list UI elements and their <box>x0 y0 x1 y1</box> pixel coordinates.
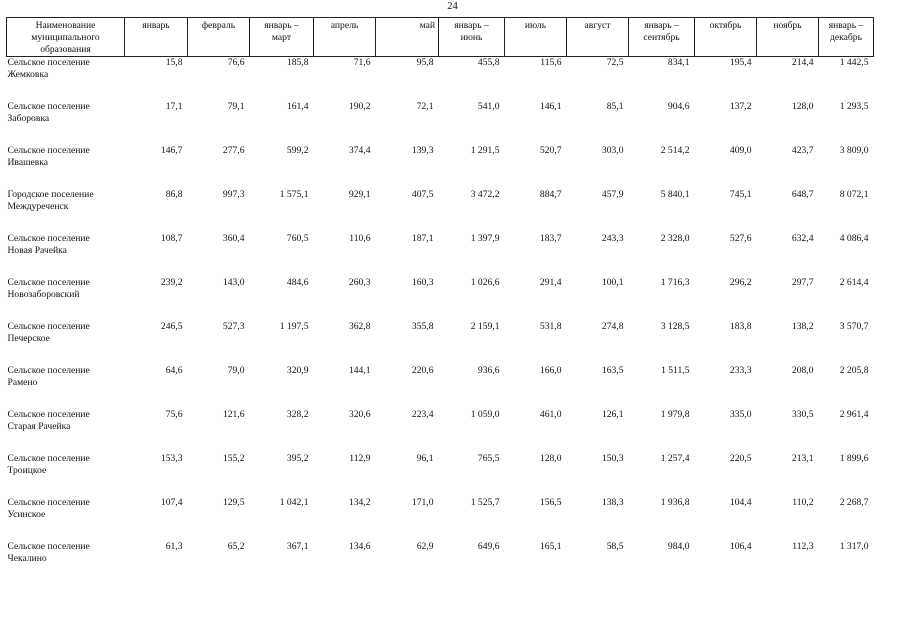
municipality-name-line: Чекалино <box>7 552 47 564</box>
value-cell: 407,5 <box>411 188 434 200</box>
value-cell: 455,8 <box>477 57 500 68</box>
value-cell: 183,8 <box>729 320 752 332</box>
municipality-name-line: Сельское поселение <box>7 364 90 376</box>
value-cell: 128,0 <box>791 100 814 112</box>
municipality-name-cell <box>7 497 125 541</box>
municipality-name-line: Сельское поселение <box>7 320 90 332</box>
value-cell: 461,0 <box>539 408 562 420</box>
municipality-name-cell <box>7 57 125 101</box>
value-cell: 79,1 <box>227 100 245 112</box>
value-cell: 297,7 <box>791 276 814 288</box>
table-row <box>7 409 874 453</box>
table-row <box>7 145 874 189</box>
value-cell: 320,6 <box>348 408 371 420</box>
value-cell: 648,7 <box>791 188 814 200</box>
column-header <box>567 18 629 57</box>
value-cell: 185,8 <box>286 57 309 68</box>
value-cell: 929,1 <box>348 188 371 200</box>
column-header-line: май <box>419 20 435 31</box>
value-cell: 160,3 <box>411 276 434 288</box>
column-header-line: июль <box>524 20 547 31</box>
municipality-name-cell <box>7 321 125 365</box>
value-cell: 108,7 <box>160 232 183 244</box>
value-cell: 409,0 <box>729 144 752 156</box>
value-cell: 17,1 <box>165 100 183 112</box>
value-cell: 457,9 <box>601 188 624 200</box>
municipality-name-cell <box>7 101 125 145</box>
column-header <box>188 18 250 57</box>
value-cell: 72,5 <box>606 57 624 68</box>
column-header-line: март <box>271 32 292 43</box>
column-header-line: апрель <box>330 20 359 31</box>
column-header-line: февраль <box>201 20 236 31</box>
value-cell: 296,2 <box>729 276 752 288</box>
municipality-name-cell <box>7 541 125 585</box>
value-cell: 121,6 <box>222 408 245 420</box>
municipality-name-line: Печерское <box>7 332 50 344</box>
value-cell: 1 936,8 <box>660 496 690 508</box>
value-cell: 367,1 <box>286 540 309 552</box>
value-cell: 126,1 <box>601 408 624 420</box>
value-cell: 303,0 <box>601 144 624 156</box>
municipality-name-line: Междуреченск <box>7 200 69 212</box>
value-cell: 2 514,2 <box>660 144 690 156</box>
value-cell: 2 614,4 <box>839 276 869 288</box>
value-cell: 233,3 <box>729 364 752 376</box>
value-cell: 1 442,5 <box>839 57 869 68</box>
value-cell: 144,1 <box>348 364 371 376</box>
table-header-row <box>7 18 874 57</box>
municipality-name-cell <box>7 453 125 497</box>
value-cell: 243,3 <box>601 232 624 244</box>
value-cell: 64,6 <box>165 364 183 376</box>
value-cell: 423,7 <box>791 144 814 156</box>
value-cell: 138,3 <box>601 496 624 508</box>
column-header-line: январь – <box>454 20 489 31</box>
table-row <box>7 57 874 101</box>
value-cell: 1 979,8 <box>660 408 690 420</box>
value-cell: 86,8 <box>165 188 183 200</box>
value-cell: 355,8 <box>411 320 434 332</box>
value-cell: 320,9 <box>286 364 309 376</box>
page-number: 24 <box>447 1 458 12</box>
value-cell: 107,4 <box>160 496 183 508</box>
value-cell: 61,3 <box>165 540 183 552</box>
column-header-line: январь – <box>828 20 864 31</box>
value-cell: 760,5 <box>286 232 309 244</box>
value-cell: 223,4 <box>411 408 434 420</box>
column-header <box>695 18 757 57</box>
column-header-line: октябрь <box>709 20 742 31</box>
municipality-name-line: Новая Рачейка <box>7 244 67 256</box>
value-cell: 1 026,6 <box>470 276 500 288</box>
municipality-name-line: Ивашевка <box>7 156 49 168</box>
value-cell: 128,0 <box>539 452 562 464</box>
municipality-name-line: Новозаборовский <box>7 288 80 300</box>
value-cell: 150,3 <box>601 452 624 464</box>
table-row <box>7 233 874 277</box>
value-cell: 360,4 <box>222 232 245 244</box>
column-header <box>314 18 376 57</box>
value-cell: 72,1 <box>416 100 434 112</box>
municipality-name-line: Сельское поселение <box>7 144 90 156</box>
value-cell: 79,0 <box>227 364 245 376</box>
value-cell: 936,6 <box>477 364 500 376</box>
municipality-name-cell <box>7 189 125 233</box>
value-cell: 745,1 <box>729 188 752 200</box>
value-cell: 100,1 <box>601 276 624 288</box>
value-cell: 96,1 <box>416 452 434 464</box>
column-header <box>376 18 439 57</box>
municipality-name-line: Сельское поселение <box>7 496 90 508</box>
value-cell: 115,6 <box>540 57 562 68</box>
value-cell: 112,3 <box>792 540 814 552</box>
value-cell: 187,1 <box>411 232 434 244</box>
value-cell: 1 397,9 <box>470 232 500 244</box>
municipality-name-line: Городское поселение <box>7 188 94 200</box>
municipality-name-cell <box>7 277 125 321</box>
value-cell: 2 268,7 <box>839 496 869 508</box>
municipality-name-line: Рамено <box>7 376 38 388</box>
value-cell: 277,6 <box>222 144 245 156</box>
value-cell: 208,0 <box>791 364 814 376</box>
table-row <box>7 453 874 497</box>
value-cell: 1 899,6 <box>839 452 869 464</box>
value-cell: 166,0 <box>539 364 562 376</box>
value-cell: 2 159,1 <box>470 320 500 332</box>
value-cell: 3 809,0 <box>839 144 869 156</box>
value-cell: 71,6 <box>353 57 371 68</box>
municipality-name-line: Заборовка <box>7 112 50 124</box>
value-cell: 1 511,5 <box>661 364 690 376</box>
municipality-name-line: Старая Рачейка <box>7 420 71 432</box>
table-row <box>7 321 874 365</box>
municipality-name-line: Сельское поселение <box>7 276 90 288</box>
value-cell: 1 317,0 <box>839 540 869 552</box>
column-header-name <box>7 18 125 57</box>
value-cell: 1 575,1 <box>279 188 309 200</box>
value-cell: 335,0 <box>729 408 752 420</box>
value-cell: 112,9 <box>349 452 371 464</box>
municipality-name-line: Троицкое <box>7 464 47 476</box>
value-cell: 527,3 <box>222 320 245 332</box>
value-cell: 214,4 <box>791 57 814 68</box>
value-cell: 274,8 <box>601 320 624 332</box>
value-cell: 15,8 <box>165 57 183 68</box>
column-header-line: ноябрь <box>773 20 802 31</box>
column-header-line: январь <box>142 20 170 31</box>
value-cell: 1 716,3 <box>660 276 690 288</box>
value-cell: 1 197,5 <box>279 320 309 332</box>
column-header <box>819 18 874 57</box>
value-cell: 139,3 <box>411 144 434 156</box>
column-header-line: декабрь <box>830 32 862 43</box>
value-cell: 260,3 <box>348 276 371 288</box>
column-header-line: август <box>584 20 611 31</box>
value-cell: 520,7 <box>539 144 562 156</box>
municipality-name-cell <box>7 233 125 277</box>
column-header <box>439 18 505 57</box>
data-table <box>6 17 874 585</box>
municipality-name-line: Сельское поселение <box>7 100 90 112</box>
value-cell: 161,4 <box>286 100 309 112</box>
value-cell: 110,2 <box>792 496 814 508</box>
value-cell: 76,6 <box>227 57 245 68</box>
value-cell: 239,2 <box>160 276 183 288</box>
value-cell: 997,3 <box>222 188 245 200</box>
value-cell: 143,0 <box>222 276 245 288</box>
value-cell: 362,8 <box>348 320 371 332</box>
value-cell: 62,9 <box>416 540 434 552</box>
value-cell: 8 072,1 <box>839 188 869 200</box>
municipality-name-line: Сельское поселение <box>7 408 90 420</box>
value-cell: 484,6 <box>286 276 309 288</box>
value-cell: 541,0 <box>477 100 500 112</box>
value-cell: 328,2 <box>286 408 309 420</box>
value-cell: 765,5 <box>477 452 500 464</box>
table-row <box>7 541 874 585</box>
municipality-name-line: Усинское <box>7 508 46 520</box>
value-cell: 884,7 <box>539 188 562 200</box>
value-cell: 3 570,7 <box>839 320 869 332</box>
municipality-name-line: Жемковка <box>7 69 49 80</box>
value-cell: 1 042,1 <box>279 496 309 508</box>
table-row <box>7 497 874 541</box>
value-cell: 134,2 <box>348 496 371 508</box>
value-cell: 134,6 <box>348 540 371 552</box>
column-header <box>629 18 695 57</box>
value-cell: 531,8 <box>539 320 562 332</box>
column-header <box>250 18 314 57</box>
column-header <box>757 18 819 57</box>
value-cell: 246,5 <box>160 320 183 332</box>
value-cell: 330,5 <box>791 408 814 420</box>
value-cell: 213,1 <box>791 452 814 464</box>
value-cell: 85,1 <box>606 100 624 112</box>
value-cell: 527,6 <box>729 232 752 244</box>
table-row <box>7 277 874 321</box>
municipality-name-cell <box>7 145 125 189</box>
value-cell: 649,6 <box>477 540 500 552</box>
municipality-name-line: Сельское поселение <box>7 57 90 68</box>
value-cell: 1 257,4 <box>660 452 690 464</box>
municipality-name-line: Сельское поселение <box>7 232 90 244</box>
value-cell: 58,5 <box>606 540 624 552</box>
column-header-name-line: муниципального <box>31 32 100 43</box>
table-body <box>7 57 874 585</box>
value-cell: 599,2 <box>286 144 309 156</box>
column-header-name-line: Наименование <box>35 20 96 31</box>
municipality-name-line: Сельское поселение <box>7 540 90 552</box>
value-cell: 374,4 <box>348 144 371 156</box>
value-cell: 65,2 <box>227 540 245 552</box>
value-cell: 291,4 <box>539 276 562 288</box>
table-row <box>7 101 874 145</box>
value-cell: 106,4 <box>729 540 752 552</box>
value-cell: 984,0 <box>667 540 690 552</box>
value-cell: 163,5 <box>601 364 624 376</box>
value-cell: 146,7 <box>160 144 183 156</box>
value-cell: 1 293,5 <box>839 100 869 112</box>
value-cell: 632,4 <box>791 232 814 244</box>
value-cell: 2 961,4 <box>839 408 869 420</box>
value-cell: 171,0 <box>411 496 434 508</box>
value-cell: 153,3 <box>160 452 183 464</box>
value-cell: 3 128,5 <box>660 320 690 332</box>
value-cell: 904,6 <box>667 100 690 112</box>
municipality-name-cell <box>7 409 125 453</box>
value-cell: 138,2 <box>791 320 814 332</box>
value-cell: 220,6 <box>411 364 434 376</box>
value-cell: 156,5 <box>539 496 562 508</box>
value-cell: 3 472,2 <box>470 188 500 200</box>
column-header-name-line: образования <box>40 44 91 55</box>
column-header <box>505 18 567 57</box>
value-cell: 4 086,4 <box>839 232 869 244</box>
value-cell: 137,2 <box>729 100 752 112</box>
value-cell: 220,5 <box>729 452 752 464</box>
municipality-name-line: Сельское поселение <box>7 452 90 464</box>
column-header-line: январь – <box>264 20 299 31</box>
column-header-line: январь – <box>644 20 679 31</box>
value-cell: 395,2 <box>286 452 309 464</box>
value-cell: 110,6 <box>349 232 371 244</box>
value-cell: 104,4 <box>729 496 752 508</box>
value-cell: 834,1 <box>667 57 690 68</box>
value-cell: 183,7 <box>539 232 562 244</box>
table-row <box>7 189 874 233</box>
value-cell: 146,1 <box>539 100 562 112</box>
value-cell: 165,1 <box>539 540 562 552</box>
table-row <box>7 365 874 409</box>
value-cell: 1 059,0 <box>470 408 500 420</box>
value-cell: 155,2 <box>222 452 245 464</box>
value-cell: 5 840,1 <box>660 188 690 200</box>
value-cell: 2 328,0 <box>660 232 690 244</box>
value-cell: 1 291,5 <box>470 144 500 156</box>
value-cell: 2 205,8 <box>839 364 869 376</box>
value-cell: 190,2 <box>348 100 371 112</box>
value-cell: 195,4 <box>729 57 752 68</box>
value-cell: 95,8 <box>416 57 434 68</box>
municipality-name-cell <box>7 365 125 409</box>
column-header-line: сентябрь <box>643 32 680 43</box>
value-cell: 75,6 <box>165 408 183 420</box>
value-cell: 129,5 <box>222 496 245 508</box>
value-cell: 1 525,7 <box>470 496 500 508</box>
column-header-line: июнь <box>460 32 483 43</box>
column-header <box>125 18 188 57</box>
